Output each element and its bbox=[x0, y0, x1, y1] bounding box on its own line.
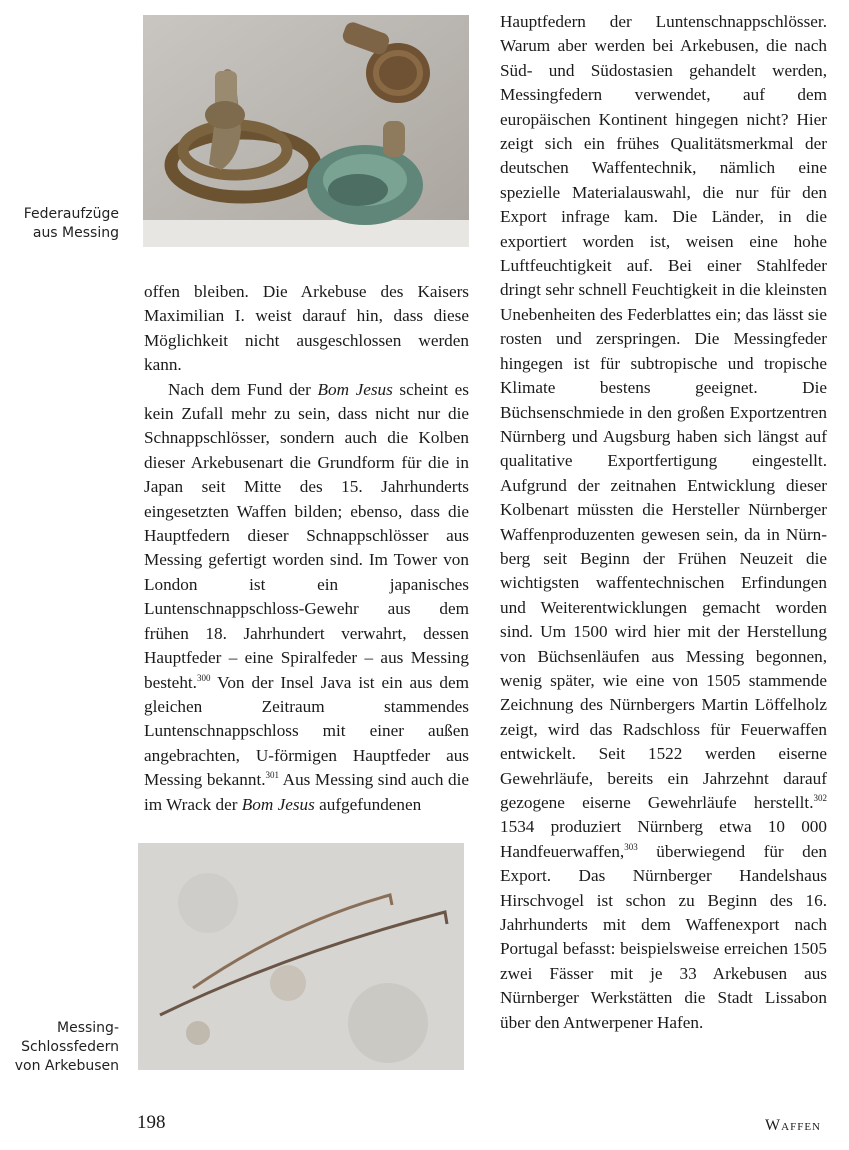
footnote-ref: 303 bbox=[624, 841, 638, 852]
caption-line: Schlossfedern bbox=[21, 1039, 119, 1055]
paragraph-1: offen bleiben. Die Arkebuse des Kaisers Maximilian I. weist darauf hin, dass diese Möglichkeit nicht ausgeschlossen werden kann. bbox=[144, 282, 469, 375]
footnote-ref: 301 bbox=[265, 770, 280, 781]
text-run: Aus Messing sind auch die im Wrack der bbox=[144, 770, 469, 814]
paragraph-2 bbox=[144, 378, 469, 817]
caption-line: Federaufzüge bbox=[23, 206, 119, 222]
right-column bbox=[500, 10, 827, 1035]
ship-name: Bom Jesus bbox=[241, 794, 315, 814]
text-run: Hauptfedern der Luntenschnappschlösser. Warum aber werden bei Arkebusen, die nach Süd- und Südostasien gehandelt werden, Messingfedern verwendet, auf dem europäischen Kontinent hingegen nicht? Hier zeigt sich ein frühes Qualitätsmerkmal der deutschen Waffentechnik, nämlich eine spezielle Materialauswahl, die nur für den Export infrage kam. Die Länder, in die exportiert worden ist, weisen eine hohe Luftfeuchtigkeit auf. Bei einer Stahlfeder dringt sehr schnell Feuchtigkeit in die kleinsten Unebenheiten des Federblattes ein; das lässt sie rosten und zerspringen. Die Messingfeder hingegen ist für subtropische und tropische Klimate bestens geeignet. Die Büchsenschmiede in den großen Exportzentren Nürnberg und Augsburg haben sich längst auf qualitative Exportfertigung eingestellt. Aufgrund der zeitnahen Entwicklung dieser Kolbenart müssten die Hersteller Nürnberger Waffenproduzenten gewesen sein, da in Nürnberg seit Beginn der Frühen Neuzeit die wichtigsten waffentechnischen Erfindungen und Weiterentwicklungen gemacht worden sind. Um 1500 wird hier mit der Herstellung von Büchsenläufen aus Messing begonnen, wenig später, wie eine von 1505 stammende Zeichnung des Nürnbergers Martin Löffelholz zeigt, wird das Radschloss für Feuerwaffen entwickelt. Seit 1522 werden eiserne Gewehrläufe, bereits ein Jahrzehnt darauf gezogene eiserne Gewehrläufe herstellt. bbox=[500, 12, 827, 812]
ship-name: Bom Jesus bbox=[317, 379, 393, 399]
text-run: 1534 produziert Nürnberg etwa 10 000 Handfeuerwaffen, bbox=[500, 817, 827, 861]
figure-caption-2 bbox=[15, 1019, 119, 1076]
text-run: aufgefundenen bbox=[314, 794, 422, 814]
caption-line: von Arkebusen bbox=[14, 1058, 119, 1074]
paragraph-3 bbox=[500, 10, 827, 1035]
brass-spring-coils-photo bbox=[143, 15, 469, 247]
figure-caption-1 bbox=[24, 205, 119, 243]
footnote-ref: 300 bbox=[196, 672, 211, 683]
page-number: 198 bbox=[137, 1112, 166, 1133]
left-column bbox=[144, 280, 469, 817]
text-run: überwiegend für den Export. Das Nürnberger Handelshaus Hirschvogel ist schon zu Beginn des 16. Jahrhunderts mit dem Waffenexport nach Portugal befasst: beispielsweise erreichen 1505 zwei Fässer mit je 33 Arkebusen aus Nürnberger Werkstätten die Stadt Lissabon über den Antwerpener Hafen. bbox=[500, 841, 827, 1032]
caption-line: Messing- bbox=[57, 1020, 119, 1036]
text-run: Von der Insel Java ist ein aus dem gleichen Zeitraum stammendes Luntenschnappschloss mit einer außen angebrachten, U-förmigen Hauptfeder aus Messing bekannt. bbox=[144, 672, 469, 790]
running-title: Waffen bbox=[765, 1117, 821, 1134]
text-run: scheint es kein Zufall mehr zu sein, dass nicht nur die Schnappschlösser, sondern auch die Kolben dieser Arkebusenart die Grundform für die in Japan seit Mitte des 15. Jahrhunderts eingesetzten Waffen bilden; ebenso, dass die Hauptfedern dieser Schnappschlösser aus Messing gefertigt worden sind. Im Tower von London ist ein japanisches Luntenschnappschloss-Gewehr aus dem frühen 18. Jahrhundert verwahrt, dessen Hauptfeder – eine Spiralfeder – aus Messing besteht. bbox=[144, 379, 469, 692]
footnote-ref: 302 bbox=[813, 793, 827, 803]
text-run: Nach dem Fund der bbox=[168, 379, 318, 399]
caption-line: aus Messing bbox=[32, 225, 119, 241]
brass-lock-springs-photo bbox=[138, 843, 464, 1070]
